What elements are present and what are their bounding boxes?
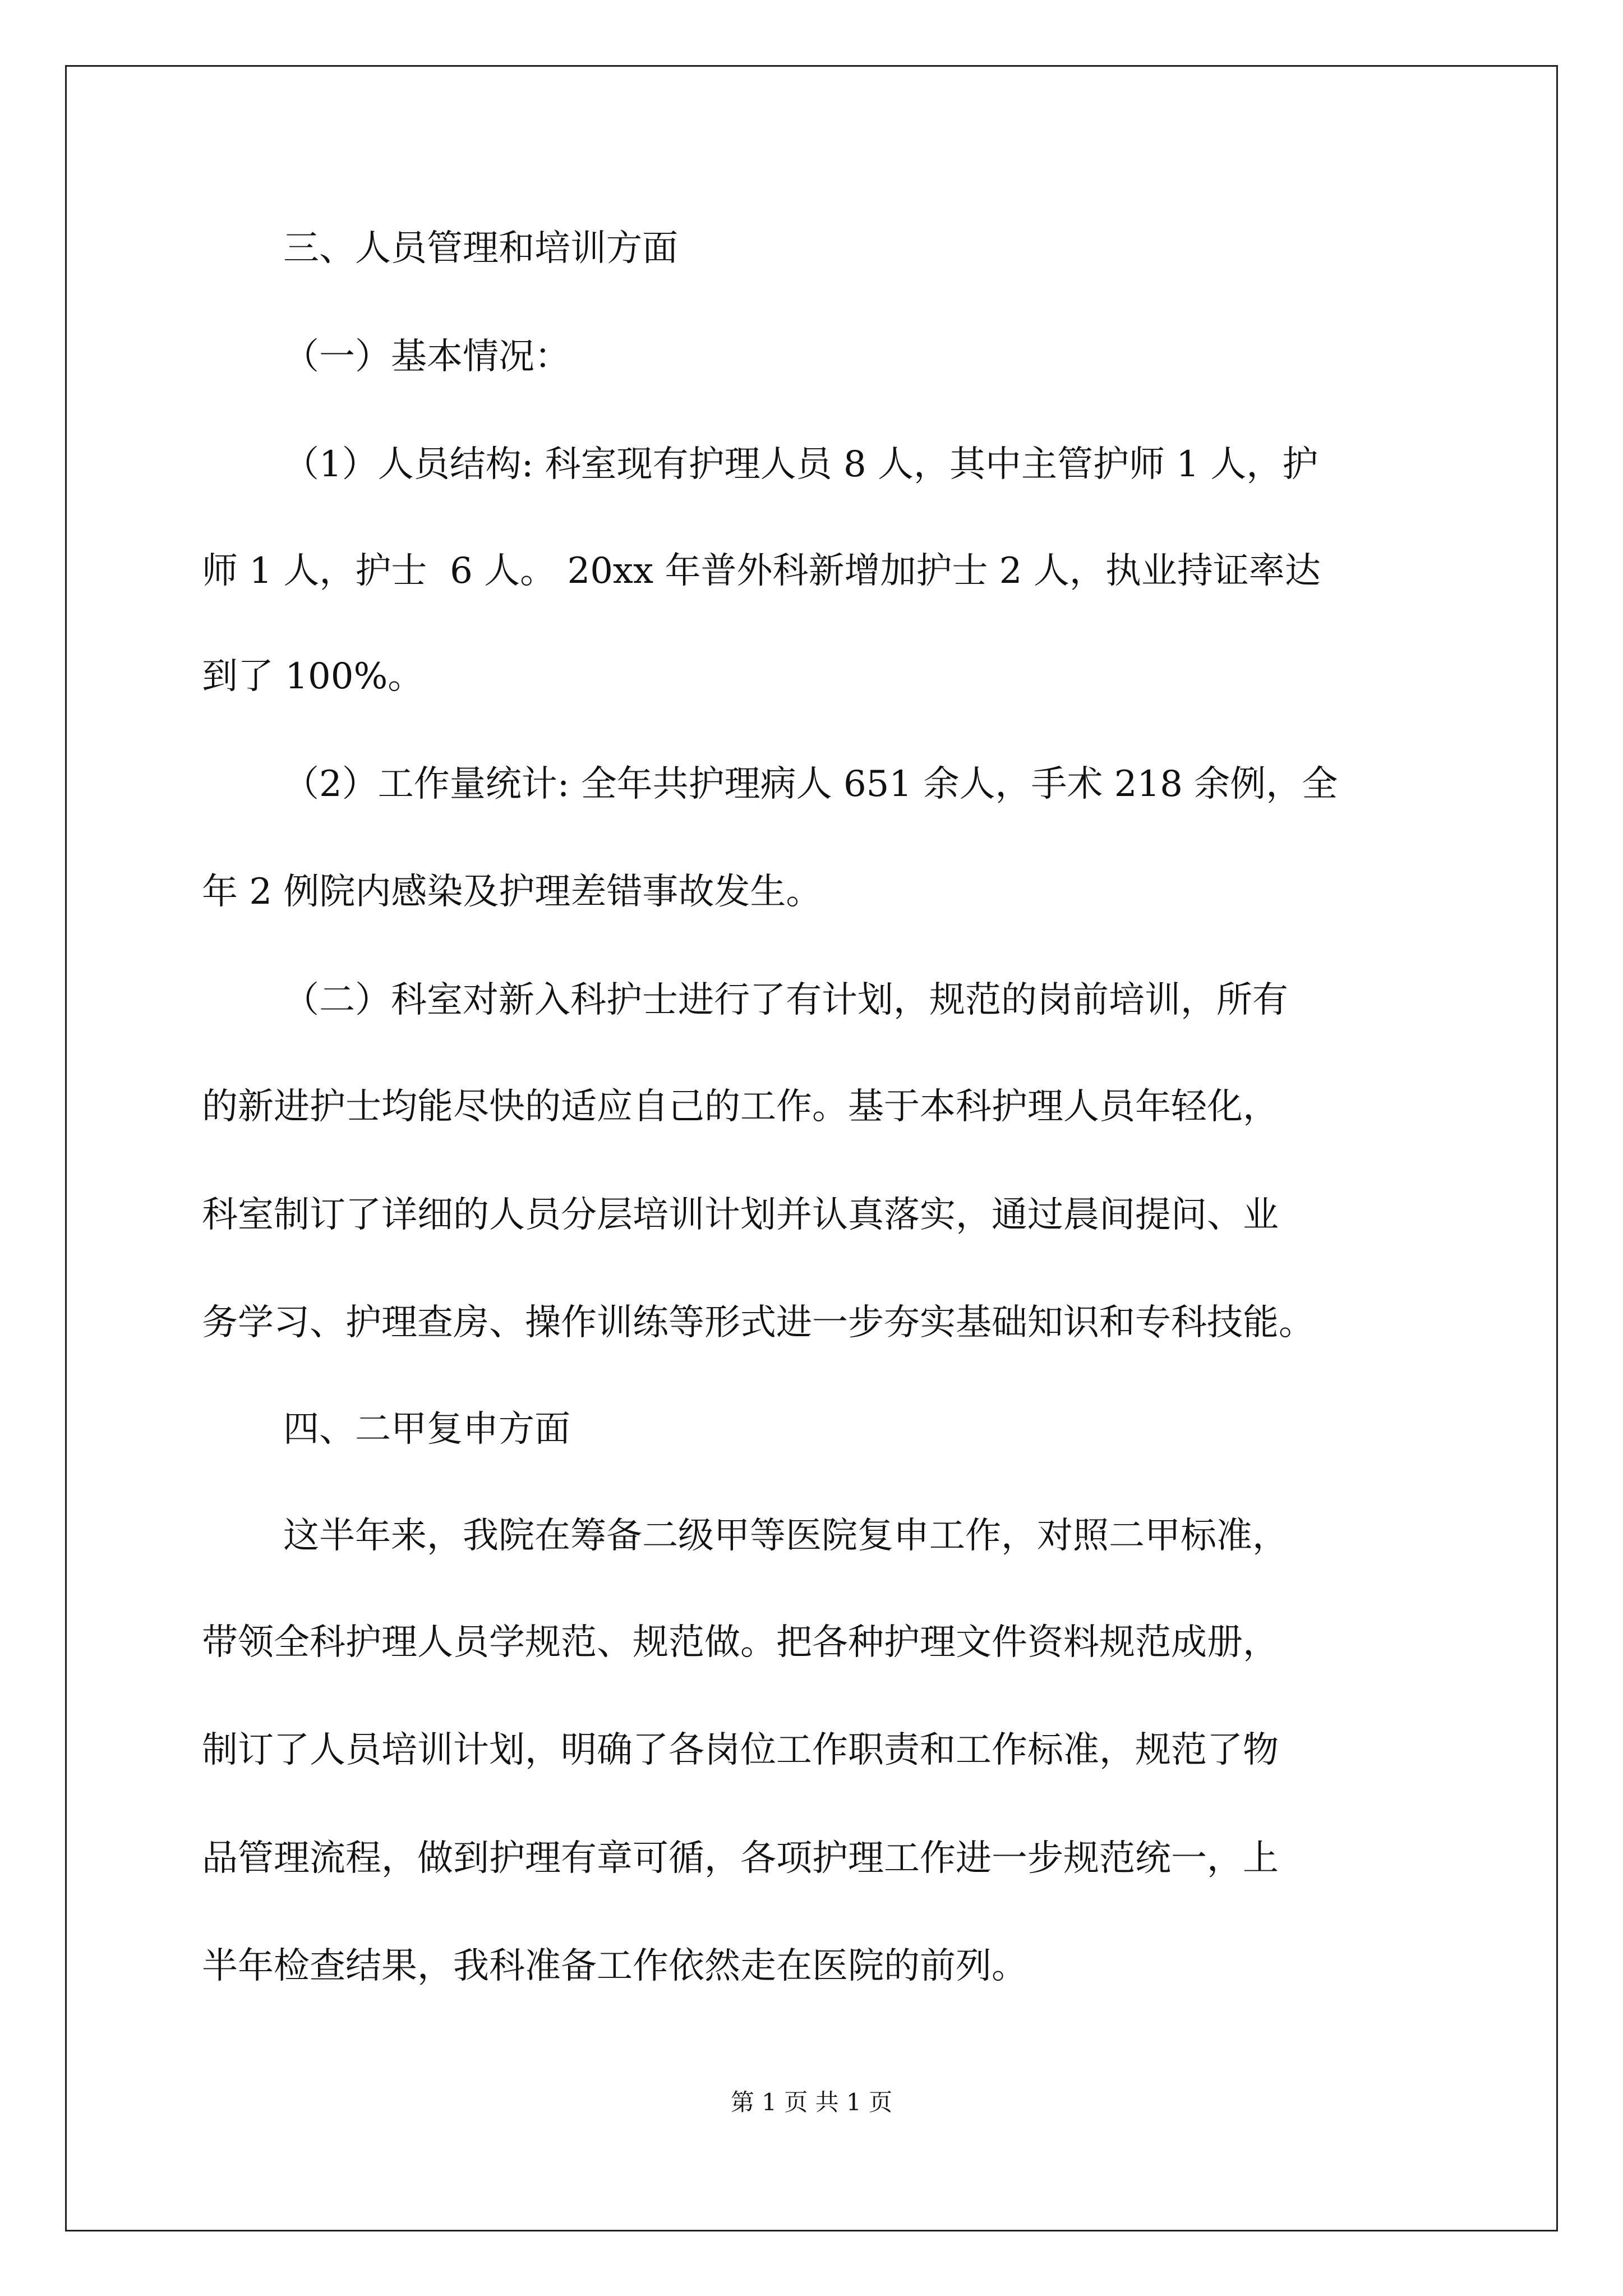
page-border — [65, 65, 1558, 2231]
paragraph-line: （二）科室对新入科护士进行了有计划，规范的岗前培训，所有 — [283, 979, 1288, 1021]
paragraph-line: 师 1 人，护士 6 人。 20xx 年普外科新增加护士 2 人，执业持证率达 — [202, 550, 1321, 592]
page-number-footer: 第 1 页 共 1 页 — [730, 2088, 893, 2116]
paragraph-line: 到了 100%。 — [202, 656, 424, 697]
paragraph-line: 品管理流程，做到护理有章可循，各项护理工作进一步规范统一，上 — [202, 1838, 1279, 1879]
section-heading-reaccreditation: 四、二甲复申方面 — [283, 1409, 570, 1450]
paragraph-line: 半年检查结果，我科准备工作依然走在医院的前列。 — [202, 1945, 1027, 1987]
paragraph-line: 这半年来，我院在筹备二级甲等医院复申工作，对照二甲标准， — [283, 1515, 1288, 1557]
section-heading-personnel: 三、人员管理和培训方面 — [283, 228, 678, 269]
paragraph-line: 科室制订了详细的人员分层培训计划并认真落实，通过晨间提问、业 — [202, 1194, 1279, 1236]
subheading-basic-situation: （一）基本情况： — [283, 336, 570, 378]
paragraph-line: 带领全科护理人员学规范、规范做。把各种护理文件资料规范成册， — [202, 1622, 1279, 1663]
paragraph-line: （1）人员结构: 科室现有护理人员 8 人，其中主管护师 1 人，护 — [283, 444, 1318, 485]
paragraph-line: 年 2 例院内感染及护理差错事故发生。 — [202, 871, 822, 913]
paragraph-line: 的新进护士均能尽快的适应自己的工作。基于本科护理人员年轻化， — [202, 1086, 1279, 1128]
paragraph-line: 务学习、护理查房、操作训练等形式进一步夯实基础知识和专科技能。 — [202, 1302, 1315, 1343]
paragraph-line: 制订了人员培训计划，明确了各岗位工作职责和工作标准，规范了物 — [202, 1729, 1279, 1771]
paragraph-line: （2）工作量统计: 全年共护理病人 651 余人，手术 218 余例，全 — [283, 763, 1338, 805]
